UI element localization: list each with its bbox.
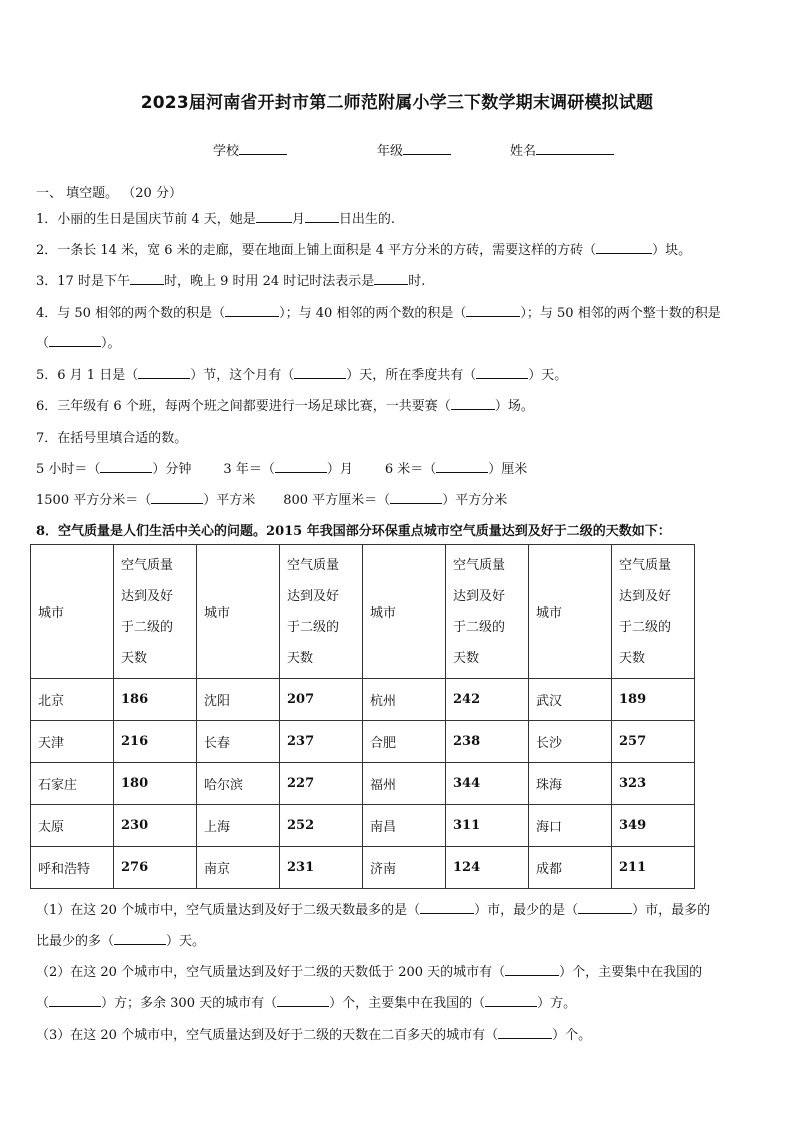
question-1	[36, 208, 395, 227]
table-row	[31, 763, 695, 805]
table-row	[31, 805, 695, 847]
grade-field	[377, 140, 451, 159]
question-4-cont	[36, 332, 121, 351]
days-cell: 180	[114, 763, 197, 805]
q8-s3-text-b: ）个。	[552, 1028, 592, 1043]
q1-blank-day[interactable]	[305, 210, 339, 223]
q7-text-a: 5 小时＝（	[36, 462, 101, 477]
q7-blank-4[interactable]	[151, 491, 203, 504]
q8-s2-text-d: ）方；多余 300 天的城市有（	[101, 996, 278, 1011]
city-cell: 珠海	[529, 763, 612, 805]
section-heading: 一、 填空题。 （20 分）	[36, 186, 182, 201]
city-cell: 南京	[197, 847, 280, 889]
q8-s1-text-b: ）市，最少的是（	[474, 903, 579, 918]
days-cell: 124	[446, 847, 529, 889]
q1-blank-month[interactable]	[256, 210, 292, 223]
q8-s1-text-d: 比最少的多（	[36, 934, 115, 949]
q3-text-c: 时.	[408, 274, 426, 289]
q8-s1-blank-2[interactable]	[578, 901, 632, 914]
question-6	[36, 395, 534, 414]
q7-blank-1[interactable]	[100, 460, 152, 473]
q8-s1-blank-1[interactable]	[420, 901, 474, 914]
q4-text-b: ）；与 40 相邻的两个数的积是（	[279, 306, 467, 321]
q1-text-a: 1．小丽的生日是国庆节前 4 天，她是	[36, 212, 256, 227]
q4-blank-1[interactable]	[225, 304, 279, 317]
header-city: 城市	[529, 545, 612, 679]
city-cell: 长春	[197, 721, 280, 763]
days-cell: 276	[114, 847, 197, 889]
city-cell: 呼和浩特	[31, 847, 114, 889]
q7-text-d: ）月	[326, 462, 353, 477]
days-cell: 186	[114, 679, 197, 721]
table-row	[31, 721, 695, 763]
q8-s3-blank[interactable]	[498, 1026, 552, 1039]
q8-s1-text-a: （1）在这 20 个城市中，空气质量达到及好于二级天数最多的是（	[36, 903, 421, 918]
header-days-line: 达到及好	[619, 588, 672, 604]
q4-text-e: ）。	[101, 336, 121, 351]
city-cell: 太原	[31, 805, 114, 847]
q5-blank-3[interactable]	[476, 366, 528, 379]
days-cell: 237	[280, 721, 363, 763]
q8-s2-text-b: ）个，主要集中在我国的	[559, 965, 703, 980]
city-cell: 福州	[363, 763, 446, 805]
question-7: 7．在括号里填合适的数。	[36, 431, 188, 446]
header-city: 城市	[197, 545, 280, 679]
header-days	[114, 545, 197, 679]
city-cell: 成都	[529, 847, 612, 889]
q3-text-b: 时，晚上 9 时用 24 时记时法表示是	[163, 274, 375, 289]
page-title: 2023届河南省开封市第二师范附属小学三下数学期末调研模拟试题	[140, 93, 654, 113]
days-cell: 231	[280, 847, 363, 889]
header-days-line: 于二级的	[287, 619, 340, 635]
name-field	[510, 140, 614, 159]
q7-text-b: ）分钟	[152, 462, 192, 477]
q7-text-e: 6 米＝（	[384, 462, 437, 477]
grade-blank[interactable]	[403, 142, 451, 155]
days-cell: 189	[612, 679, 695, 721]
question-7-row-2	[36, 489, 507, 508]
q1-text-b: 月	[291, 212, 305, 227]
question-8-sub-2	[36, 961, 702, 980]
q7-text-h: ）平方米	[203, 493, 256, 508]
q8-s1-blank-3[interactable]	[114, 932, 166, 945]
table-header-row	[31, 545, 695, 679]
header-days-line: 空气质量	[121, 557, 174, 573]
city-cell: 长沙	[529, 721, 612, 763]
header-days-line: 天数	[453, 650, 480, 666]
q5-text-c: ）天，所在季度共有（	[346, 368, 477, 383]
city-cell: 武汉	[529, 679, 612, 721]
header-days	[612, 545, 695, 679]
city-cell: 北京	[31, 679, 114, 721]
q4-blank-2[interactable]	[466, 304, 520, 317]
q2-text-b: ）块。	[652, 243, 692, 258]
days-cell: 349	[612, 805, 695, 847]
q8-s2-blank-4[interactable]	[485, 994, 537, 1007]
q7-text-f: ）厘米	[488, 462, 528, 477]
days-cell: 257	[612, 721, 695, 763]
header-days-line: 达到及好	[453, 588, 506, 604]
q3-blank-1[interactable]	[130, 272, 164, 285]
city-cell: 济南	[363, 847, 446, 889]
q8-s2-text-f: ）方。	[537, 996, 577, 1011]
header-days-line: 达到及好	[121, 588, 174, 604]
days-cell: 242	[446, 679, 529, 721]
school-field	[213, 140, 287, 159]
q6-text-b: ）场。	[494, 399, 534, 414]
q8-s2-text-e: ）个，主要集中在我国的（	[329, 996, 486, 1011]
days-cell: 207	[280, 679, 363, 721]
q4-text-a: 4．与 50 相邻的两个数的积是（	[36, 306, 226, 321]
question-4	[36, 302, 721, 321]
q7-text-j: ）平方分米	[442, 493, 508, 508]
city-cell: 南昌	[363, 805, 446, 847]
days-cell: 311	[446, 805, 529, 847]
q1-text-c: 日出生的.	[338, 212, 395, 227]
header-days-line: 于二级的	[453, 619, 506, 635]
school-label: 学校	[213, 144, 240, 159]
question-3	[36, 270, 425, 289]
question-8-sub-3	[36, 1024, 591, 1043]
city-cell: 哈尔滨	[197, 763, 280, 805]
header-city: 城市	[363, 545, 446, 679]
question-7-row-1	[36, 458, 527, 477]
q6-text-a: 6．三年级有 6 个班，每两个班之间都要进行一场足球比赛，一共要赛（	[36, 399, 451, 414]
header-days-line: 空气质量	[453, 557, 506, 573]
header-days	[446, 545, 529, 679]
q7-blank-5[interactable]	[390, 491, 442, 504]
q7-text-g: 1500 平方分米＝（	[36, 493, 152, 508]
q4-blank-3[interactable]	[49, 334, 101, 347]
question-5	[36, 364, 567, 383]
days-cell: 211	[612, 847, 695, 889]
question-8-sub-1-cont	[36, 930, 205, 949]
q5-text-d: ）天。	[528, 368, 568, 383]
days-cell: 238	[446, 721, 529, 763]
days-cell: 344	[446, 763, 529, 805]
q8-s2-blank-1[interactable]	[505, 963, 559, 976]
days-cell: 230	[114, 805, 197, 847]
header-days-line: 天数	[619, 650, 646, 666]
q5-blank-1[interactable]	[138, 366, 190, 379]
q7-text-c: 3 年＝（	[223, 462, 275, 477]
q8-s2-blank-2[interactable]	[49, 994, 101, 1007]
q7-text-i: 800 平方厘米＝（	[283, 493, 391, 508]
city-cell: 合肥	[363, 721, 446, 763]
header-days-line: 达到及好	[287, 588, 340, 604]
question-2	[36, 239, 691, 258]
q5-blank-2[interactable]	[294, 366, 346, 379]
city-cell: 上海	[197, 805, 280, 847]
city-cell: 沈阳	[197, 679, 280, 721]
q3-blank-2[interactable]	[374, 272, 408, 285]
q8-s1-text-e: ）天。	[166, 934, 206, 949]
q6-blank[interactable]	[451, 397, 495, 410]
q5-text-b: ）节，这个月有（	[190, 368, 295, 383]
q2-text-a: 2．一条长 14 米，宽 6 米的走廊，要在地面上铺上面积是 4 平方分米的方砖，需要这样的方砖（	[36, 243, 597, 258]
grade-label: 年级	[377, 144, 404, 159]
city-cell: 杭州	[363, 679, 446, 721]
q2-blank[interactable]	[596, 241, 652, 254]
days-cell: 252	[280, 805, 363, 847]
header-city: 城市	[31, 545, 114, 679]
name-blank[interactable]	[536, 142, 614, 155]
days-cell: 216	[114, 721, 197, 763]
question-8: 8．空气质量是人们生活中关心的问题。2015 年我国部分环保重点城市空气质量达到及好于二级的天数如下：	[36, 524, 671, 539]
q8-s2-text-a: （2）在这 20 个城市中，空气质量达到及好于二级的天数低于 200 天的城市有（	[36, 965, 506, 980]
q7-blank-2[interactable]	[275, 460, 327, 473]
header-days-line: 天数	[287, 650, 314, 666]
header-days-line: 于二级的	[619, 619, 672, 635]
header-days-line: 空气质量	[287, 557, 340, 573]
header-days-line: 天数	[121, 650, 148, 666]
q8-s1-text-c: ）市，最多的	[632, 903, 711, 918]
question-8-sub-2-cont	[36, 992, 576, 1011]
header-days	[280, 545, 363, 679]
q8-s2-text-c: （	[36, 996, 50, 1011]
header-days-line: 于二级的	[121, 619, 174, 635]
q3-text-a: 3．17 时是下午	[36, 274, 130, 289]
air-quality-table	[30, 544, 695, 889]
name-label: 姓名	[510, 144, 537, 159]
city-cell: 海口	[529, 805, 612, 847]
q8-s2-blank-3[interactable]	[277, 994, 329, 1007]
q4-text-c: ）；与 50 相邻的两个整十数的积是	[520, 306, 721, 321]
q8-s3-text-a: （3）在这 20 个城市中，空气质量达到及好于二级的天数在二百多天的城市有（	[36, 1028, 499, 1043]
days-cell: 227	[280, 763, 363, 805]
table-row	[31, 679, 695, 721]
header-days-line: 空气质量	[619, 557, 672, 573]
days-cell: 323	[612, 763, 695, 805]
q4-text-d: （	[36, 336, 50, 351]
city-cell: 天津	[31, 721, 114, 763]
question-8-sub-1	[36, 899, 710, 918]
q5-text-a: 5．6 月 1 日是（	[36, 368, 139, 383]
city-cell: 石家庄	[31, 763, 114, 805]
table-row	[31, 847, 695, 889]
school-blank[interactable]	[239, 142, 287, 155]
q7-blank-3[interactable]	[436, 460, 488, 473]
